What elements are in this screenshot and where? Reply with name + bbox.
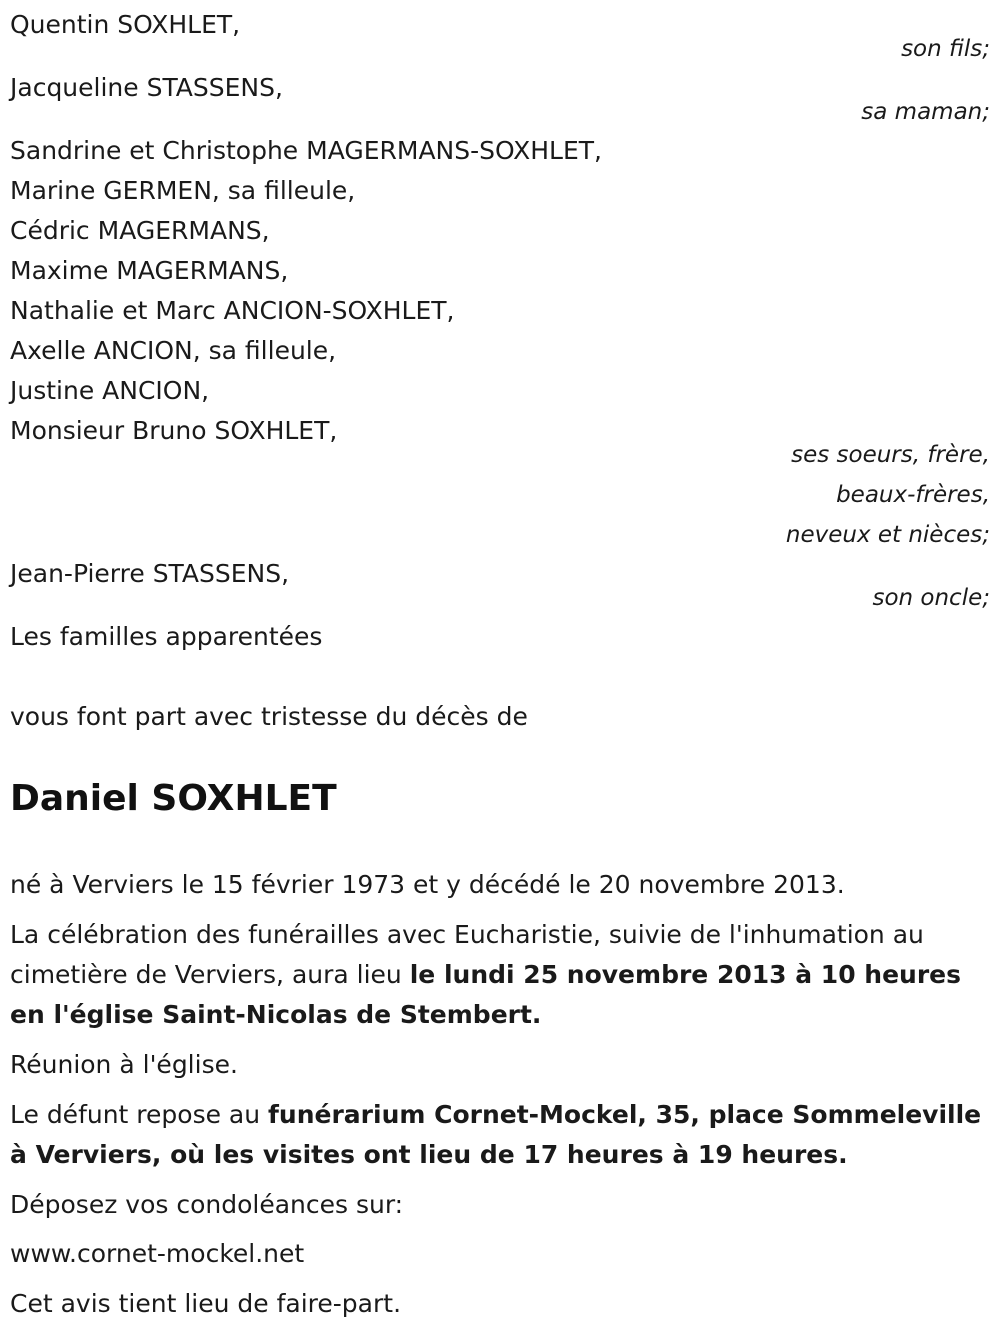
reunion-text: Réunion à l'église. [10,1050,238,1079]
relation-line: son oncle; [872,585,990,611]
condolences-label: Déposez vos condoléances sur: [10,1190,404,1219]
relation-line: sa maman; [861,99,990,125]
ceremony-date-location: le lundi 25 novembre 2013 à 10 heures en l'église Saint-Nicolas de Stembert. [10,960,962,1029]
family-name-line: Quentin SOXHLET, [10,10,241,39]
family-name-line: Monsieur Bruno SOXHLET, [10,416,338,445]
deceased-name: Daniel SOXHLET [10,778,337,819]
relation-line: son fils; [901,36,990,62]
family-name-line: Marine GERMEN, sa filleule, [10,176,356,205]
relation-line: beaux-frères, [836,482,990,508]
ceremony-intro: La célébration des funérailles avec Eucharistie, suivie de l'inhumation au cimetière de Verviers, aura lieu [10,920,924,989]
funerarium-paragraph [10,1095,990,1175]
closing-text: Cet avis tient lieu de faire-part. [10,1289,402,1318]
website-link[interactable]: www.cornet-mockel.net [10,1239,305,1268]
family-name-line: Nathalie et Marc ANCION-SOXHLET, [10,296,455,325]
family-name-line: Justine ANCION, [10,376,210,405]
obituary-notice [10,0,990,1338]
family-name-line: Jacqueline STASSENS, [10,73,283,102]
funerarium-intro: Le défunt repose au [10,1100,269,1129]
birth-death-text: né à Verviers le 15 février 1973 et y décédé le 20 novembre 2013. [10,870,845,899]
ceremony-paragraph [10,915,990,1035]
family-name-line: Sandrine et Christophe MAGERMANS-SOXHLET, [10,136,602,165]
relation-line: neveux et nièces; [785,522,990,548]
family-name-line: Cédric MAGERMANS, [10,216,270,245]
relation-line: ses soeurs, frère, [791,442,990,468]
family-name-line: Maxime MAGERMANS, [10,256,289,285]
family-name-line: Axelle ANCION, sa filleule, [10,336,337,365]
announcement-text: vous font part avec tristesse du décès de [10,702,528,731]
funerarium-details: funérarium Cornet-Mockel, 35, place Sommeleville à Verviers, où les visites ont lieu de 17 heures à 19 heures. [10,1100,982,1169]
family-name-line: Les familles apparentées [10,622,323,651]
family-name-line: Jean-Pierre STASSENS, [10,559,290,588]
